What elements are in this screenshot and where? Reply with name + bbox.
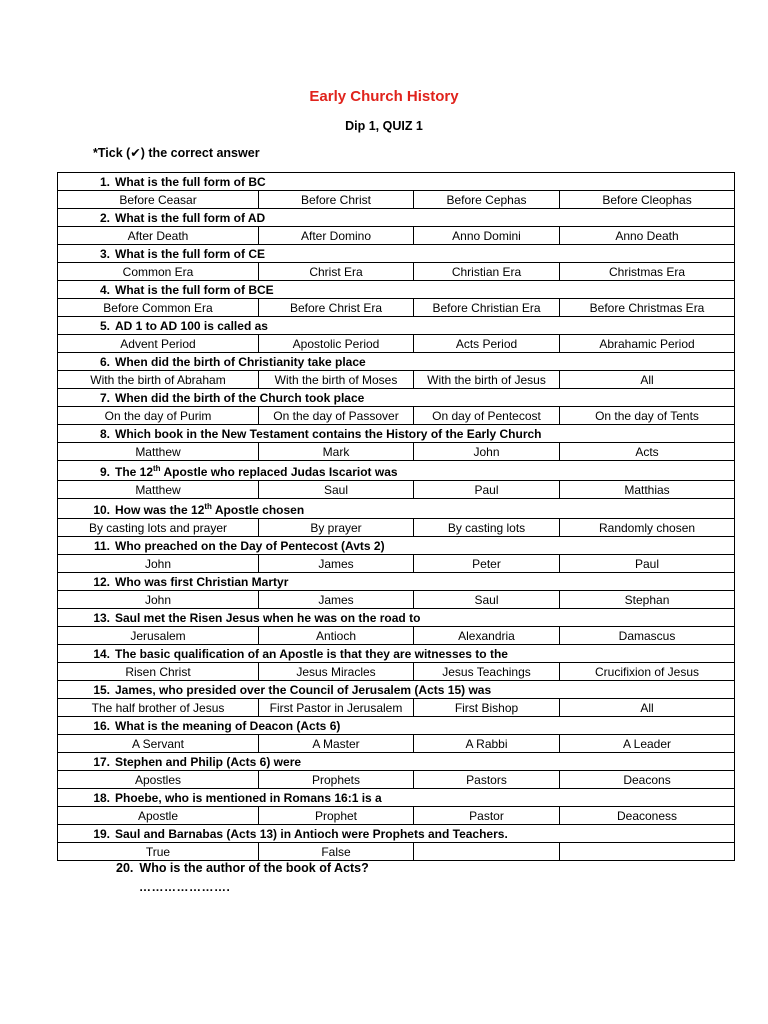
question-number: 5. bbox=[99, 318, 110, 333]
options-row bbox=[58, 443, 735, 461]
question-row bbox=[58, 573, 735, 591]
question-text: Stephen and Philip (Acts 6) were bbox=[115, 754, 302, 769]
question-text: What is the full form of CE bbox=[115, 246, 265, 261]
ordinal-suffix: th bbox=[204, 502, 212, 511]
options-row bbox=[58, 771, 735, 789]
answer-option[interactable]: All bbox=[560, 699, 735, 717]
question-cell bbox=[58, 209, 735, 227]
question-row bbox=[58, 209, 735, 227]
question-row bbox=[58, 245, 735, 263]
answer-option[interactable]: After Domino bbox=[259, 227, 414, 245]
options-row bbox=[58, 371, 735, 389]
answer-option[interactable]: Prophets bbox=[259, 771, 414, 789]
answer-option[interactable]: By prayer bbox=[259, 519, 414, 537]
answer-option[interactable]: On the day of Purim bbox=[58, 407, 259, 425]
answer-option[interactable]: With the birth of Jesus bbox=[414, 371, 560, 389]
question-text: When did the birth of the Church took place bbox=[115, 390, 365, 405]
question-number: 17. bbox=[93, 754, 110, 769]
answer-option[interactable]: A Master bbox=[259, 735, 414, 753]
answer-option[interactable]: Alexandria bbox=[414, 627, 560, 645]
question-row bbox=[58, 389, 735, 407]
answer-option[interactable]: On the day of Tents bbox=[560, 407, 735, 425]
answer-option[interactable]: Jerusalem bbox=[58, 627, 259, 645]
answer-option[interactable]: Antioch bbox=[259, 627, 414, 645]
ordinal-suffix: th bbox=[153, 464, 161, 473]
quiz-table bbox=[57, 172, 735, 861]
answer-option[interactable]: Randomly chosen bbox=[560, 519, 735, 537]
question-cell bbox=[58, 389, 735, 407]
answer-option[interactable]: First Pastor in Jerusalem bbox=[259, 699, 414, 717]
answer-option[interactable]: True bbox=[58, 843, 259, 861]
question-cell bbox=[58, 461, 735, 481]
answer-option[interactable]: Before Christmas Era bbox=[560, 299, 735, 317]
question-number: 11. bbox=[93, 538, 110, 553]
question-number: 20. bbox=[116, 861, 134, 875]
answer-option[interactable]: A Servant bbox=[58, 735, 259, 753]
question-number: 7. bbox=[99, 390, 110, 405]
options-row bbox=[58, 263, 735, 281]
question-number: 19. bbox=[93, 826, 110, 841]
question-number: 13. bbox=[93, 610, 110, 625]
answer-option[interactable]: Before Christ bbox=[259, 191, 414, 209]
question-text: What is the full form of BCE bbox=[115, 282, 274, 297]
answer-option[interactable]: Paul bbox=[414, 481, 560, 499]
question-text: What is the full form of BC bbox=[115, 174, 266, 189]
question-row bbox=[58, 753, 735, 771]
question-text-rest: Apostle who replaced Judas Iscariot was bbox=[160, 465, 398, 479]
answer-option[interactable]: Christian Era bbox=[414, 263, 560, 281]
answer-option[interactable]: After Death bbox=[58, 227, 259, 245]
question-row bbox=[58, 537, 735, 555]
question-row bbox=[58, 681, 735, 699]
quiz-title: Early Church History bbox=[309, 88, 459, 105]
answer-option[interactable]: Abrahamic Period bbox=[560, 335, 735, 353]
options-row bbox=[58, 335, 735, 353]
answer-option[interactable]: With the birth of Abraham bbox=[58, 371, 259, 389]
question-text: The 12 bbox=[115, 465, 154, 479]
quiz-subtitle: Dip 1, QUIZ 1 bbox=[345, 119, 423, 133]
options-row bbox=[58, 299, 735, 317]
question-text: AD 1 to AD 100 is called as bbox=[115, 318, 268, 333]
question-number: 6. bbox=[99, 354, 110, 369]
question-text: What is the meaning of Deacon (Acts 6) bbox=[115, 718, 341, 733]
options-row bbox=[58, 481, 735, 499]
answer-option[interactable]: Prophet bbox=[259, 807, 414, 825]
answer-option[interactable]: Before Common Era bbox=[58, 299, 259, 317]
answer-option[interactable]: Before Cephas bbox=[414, 191, 560, 209]
question-text: What is the full form of AD bbox=[115, 210, 266, 225]
question-text: Saul met the Risen Jesus when he was on the road to bbox=[115, 610, 421, 625]
question-row bbox=[58, 281, 735, 299]
answer-option[interactable]: Christmas Era bbox=[560, 263, 735, 281]
answer-option[interactable]: Jesus Miracles bbox=[259, 663, 414, 681]
question-cell bbox=[58, 353, 735, 371]
answer-option[interactable]: Risen Christ bbox=[58, 663, 259, 681]
answer-blank[interactable]: …………………. bbox=[139, 880, 231, 894]
answer-option[interactable]: Christ Era bbox=[259, 263, 414, 281]
question-cell bbox=[58, 537, 735, 555]
answer-option[interactable]: The half brother of Jesus bbox=[58, 699, 259, 717]
question-cell bbox=[58, 681, 735, 699]
question-cell bbox=[58, 173, 735, 191]
answer-option[interactable]: On the day of Passover bbox=[259, 407, 414, 425]
question-row bbox=[58, 825, 735, 843]
options-row bbox=[58, 843, 735, 861]
question-row bbox=[58, 317, 735, 335]
answer-option[interactable]: Common Era bbox=[58, 263, 259, 281]
answer-option[interactable]: Jesus Teachings bbox=[414, 663, 560, 681]
answer-option[interactable]: False bbox=[259, 843, 414, 861]
answer-option[interactable]: All bbox=[560, 371, 735, 389]
options-row bbox=[58, 699, 735, 717]
question-row bbox=[58, 173, 735, 191]
options-row bbox=[58, 191, 735, 209]
answer-option[interactable]: On day of Pentecost bbox=[414, 407, 560, 425]
question-20 bbox=[116, 861, 369, 875]
question-text: Phoebe, who is mentioned in Romans 16:1 is a bbox=[115, 790, 382, 805]
answer-option[interactable] bbox=[414, 843, 560, 861]
answer-option[interactable]: Saul bbox=[414, 591, 560, 609]
question-row bbox=[58, 609, 735, 627]
question-number: 4. bbox=[99, 282, 110, 297]
answer-option[interactable]: Acts bbox=[560, 443, 735, 461]
question-cell bbox=[58, 281, 735, 299]
question-row bbox=[58, 461, 735, 481]
question-text: Saul and Barnabas (Acts 13) in Antioch were Prophets and Teachers. bbox=[115, 826, 508, 841]
answer-option[interactable]: Before Christ Era bbox=[259, 299, 414, 317]
answer-option[interactable]: Before Ceasar bbox=[58, 191, 259, 209]
question-number: 14. bbox=[93, 646, 110, 661]
options-row bbox=[58, 591, 735, 609]
question-cell bbox=[58, 573, 735, 591]
answer-option[interactable]: Anno Domini bbox=[414, 227, 560, 245]
answer-option[interactable]: Acts Period bbox=[414, 335, 560, 353]
question-text: When did the birth of Christianity take place bbox=[115, 354, 366, 369]
question-text-rest: Apostle chosen bbox=[211, 503, 305, 517]
question-cell bbox=[58, 789, 735, 807]
answer-option[interactable]: Pastors bbox=[414, 771, 560, 789]
answer-option[interactable] bbox=[560, 843, 735, 861]
answer-option[interactable]: First Bishop bbox=[414, 699, 560, 717]
question-row bbox=[58, 645, 735, 663]
options-row bbox=[58, 555, 735, 573]
answer-option[interactable]: Crucifixion of Jesus bbox=[560, 663, 735, 681]
question-cell bbox=[58, 825, 735, 843]
question-number: 18. bbox=[93, 790, 110, 805]
question-cell bbox=[58, 245, 735, 263]
question-number: 3. bbox=[99, 246, 110, 261]
question-number: 10. bbox=[93, 503, 110, 517]
answer-option[interactable]: Mark bbox=[259, 443, 414, 461]
quiz-instruction: *Tick (✔) the correct answer bbox=[93, 146, 260, 160]
question-cell bbox=[58, 317, 735, 335]
question-text: The basic qualification of an Apostle is that they are witnesses to the bbox=[115, 646, 508, 661]
answer-option[interactable]: Apostolic Period bbox=[259, 335, 414, 353]
question-row bbox=[58, 425, 735, 443]
answer-option[interactable]: By casting lots bbox=[414, 519, 560, 537]
question-row bbox=[58, 499, 735, 519]
answer-option[interactable]: Deaconess bbox=[560, 807, 735, 825]
question-cell bbox=[58, 753, 735, 771]
answer-option[interactable]: Before Cleophas bbox=[560, 191, 735, 209]
question-text: Who is the author of the book of Acts? bbox=[139, 861, 369, 875]
answer-option[interactable]: Matthew bbox=[58, 443, 259, 461]
answer-option[interactable]: John bbox=[414, 443, 560, 461]
answer-option[interactable]: A Rabbi bbox=[414, 735, 560, 753]
question-text: Who preached on the Day of Pentecost (Avts 2) bbox=[115, 538, 385, 553]
answer-option[interactable]: John bbox=[58, 555, 259, 573]
question-number: 1. bbox=[99, 174, 110, 189]
answer-option[interactable]: James bbox=[259, 591, 414, 609]
question-cell bbox=[58, 609, 735, 627]
question-number: 12. bbox=[93, 574, 110, 589]
question-cell bbox=[58, 645, 735, 663]
answer-option[interactable]: John bbox=[58, 591, 259, 609]
answer-option[interactable]: With the birth of Moses bbox=[259, 371, 414, 389]
answer-option[interactable]: Pastor bbox=[414, 807, 560, 825]
answer-option[interactable]: Advent Period bbox=[58, 335, 259, 353]
answer-option[interactable]: Peter bbox=[414, 555, 560, 573]
answer-option[interactable]: Matthew bbox=[58, 481, 259, 499]
answer-option[interactable]: Before Christian Era bbox=[414, 299, 560, 317]
answer-option[interactable]: Damascus bbox=[560, 627, 735, 645]
question-number: 16. bbox=[93, 718, 110, 733]
answer-option[interactable]: Apostle bbox=[58, 807, 259, 825]
question-row bbox=[58, 789, 735, 807]
options-row bbox=[58, 627, 735, 645]
options-row bbox=[58, 519, 735, 537]
question-number: 9. bbox=[99, 465, 110, 479]
answer-option[interactable]: Paul bbox=[560, 555, 735, 573]
question-cell bbox=[58, 499, 735, 519]
question-row bbox=[58, 717, 735, 735]
question-number: 2. bbox=[99, 210, 110, 225]
question-cell bbox=[58, 425, 735, 443]
options-row bbox=[58, 227, 735, 245]
answer-option[interactable]: Anno Death bbox=[560, 227, 735, 245]
answer-option[interactable]: A Leader bbox=[560, 735, 735, 753]
answer-option[interactable]: Apostles bbox=[58, 771, 259, 789]
question-number: 8. bbox=[99, 426, 110, 441]
question-text: James, who presided over the Council of Jerusalem (Acts 15) was bbox=[115, 682, 492, 697]
answer-option[interactable]: Saul bbox=[259, 481, 414, 499]
question-number: 15. bbox=[93, 682, 110, 697]
options-row bbox=[58, 407, 735, 425]
answer-option[interactable]: Stephan bbox=[560, 591, 735, 609]
answer-option[interactable]: James bbox=[259, 555, 414, 573]
answer-option[interactable]: By casting lots and prayer bbox=[58, 519, 259, 537]
question-text: How was the 12 bbox=[115, 503, 205, 517]
options-row bbox=[58, 807, 735, 825]
question-row bbox=[58, 353, 735, 371]
options-row bbox=[58, 663, 735, 681]
question-cell bbox=[58, 717, 735, 735]
options-row bbox=[58, 735, 735, 753]
question-text: Which book in the New Testament contains the History of the Early Church bbox=[115, 426, 542, 441]
answer-option[interactable]: Deacons bbox=[560, 771, 735, 789]
question-text: Who was first Christian Martyr bbox=[115, 574, 289, 589]
answer-option[interactable]: Matthias bbox=[560, 481, 735, 499]
